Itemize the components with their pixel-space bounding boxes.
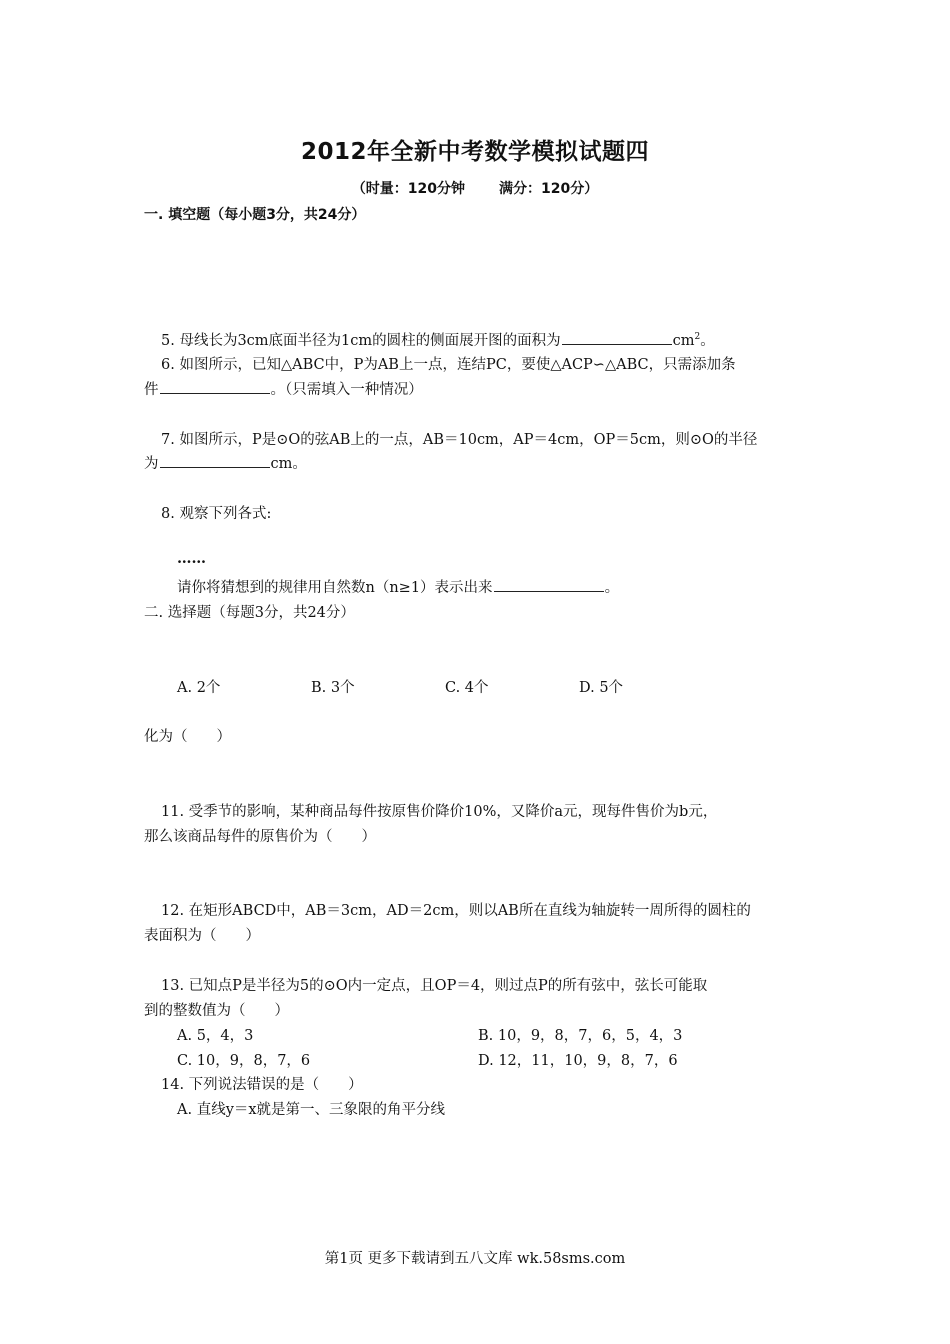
question-7-line2: 为 cm。 [144, 452, 307, 473]
question-7-line1: 7. 如图所示，P是⊙O的弦AB上的一点，AB＝10cm，AP＝4cm，OP＝5cm，则⊙O的半径 [161, 432, 758, 448]
question-6-line1: 6. 如图所示，已知△ABC中，P为AB上一点，连结PC，要使△ACP∽△ABC，只需添加条 [161, 357, 736, 373]
section-fill-blank-heading: 一. 填空题（每小题3分，共24分） [144, 207, 366, 223]
question-11-line2: 那么该商品每件的原售价为（ ） [144, 829, 376, 845]
question-6-line2: 件 。（只需填入一种情况） [144, 378, 423, 399]
option-a: A. 2个 [177, 680, 221, 696]
full-score: 满分：120分） [499, 181, 599, 197]
page-footer: 第1页 更多下载请到五八文库 wk.58sms.com [324, 1251, 626, 1267]
question-13-option-a: A. 5，4，3 [177, 1028, 254, 1044]
exam-info [0, 178, 950, 198]
answer-blank [160, 453, 270, 468]
answer-blank [494, 577, 604, 592]
option-b: B. 3个 [311, 680, 355, 696]
question-10-fragment: 化为（ ） [144, 729, 231, 745]
answer-blank [160, 379, 270, 394]
question-13-option-b: B. 10，9，8，7，6，5，4，3 [478, 1028, 683, 1044]
question-14-option-a: A. 直线y＝x就是第一、三象限的角平分线 [177, 1102, 446, 1118]
question-8-line3: 请你将猜想到的规律用自然数n（n≥1）表示出来 。 [177, 576, 619, 597]
question-11-line1: 11. 受季节的影响，某种商品每件按原售价降价10%，又降价a元，现每件售价为b元， [161, 804, 718, 820]
option-c: C. 4个 [445, 680, 489, 696]
question-12-line1: 12. 在矩形ABCD中，AB＝3cm，AD＝2cm，则以AB所在直线为轴旋转一周所得的圆柱的 [161, 903, 751, 919]
question-5-sup: 2 [694, 332, 701, 343]
question-5-unit: cm [672, 333, 695, 349]
section-choice-heading: 二. 选择题（每题3分，共24分） [144, 605, 355, 621]
question-12-line2: 表面积为（ ） [144, 928, 260, 944]
question-13-option-c: C. 10，9，8，7，6 [177, 1053, 311, 1069]
question-13-line2: 到的整数值为（ ） [144, 1003, 289, 1019]
answer-blank [562, 330, 672, 345]
question-5-text: 5. 母线长为3cm底面半径为1cm的圆柱的侧面展开图的面积为 [161, 333, 561, 349]
question-8-line1: 8. 观察下列各式: [161, 506, 272, 522]
question-14-line1: 14. 下列说法错误的是（ ） [161, 1077, 363, 1093]
question-13-line1: 13. 已知点P是半径为5的⊙O内一定点，且OP＝4，则过点P的所有弦中，弦长可能取 [161, 978, 708, 994]
question-8-ellipsis: …… [177, 550, 206, 567]
page-title: 2012年全新中考数学模拟试题四 [300, 139, 649, 165]
question-13-option-d: D. 12，11，10，9，8，7，6 [478, 1053, 678, 1069]
time-limit: （时量：120分钟 [351, 181, 465, 197]
option-d: D. 5个 [579, 680, 624, 696]
question-5: 5. 母线长为3cm底面半径为1cm的圆柱的侧面展开图的面积为 $cm^2$。 [161, 329, 715, 350]
